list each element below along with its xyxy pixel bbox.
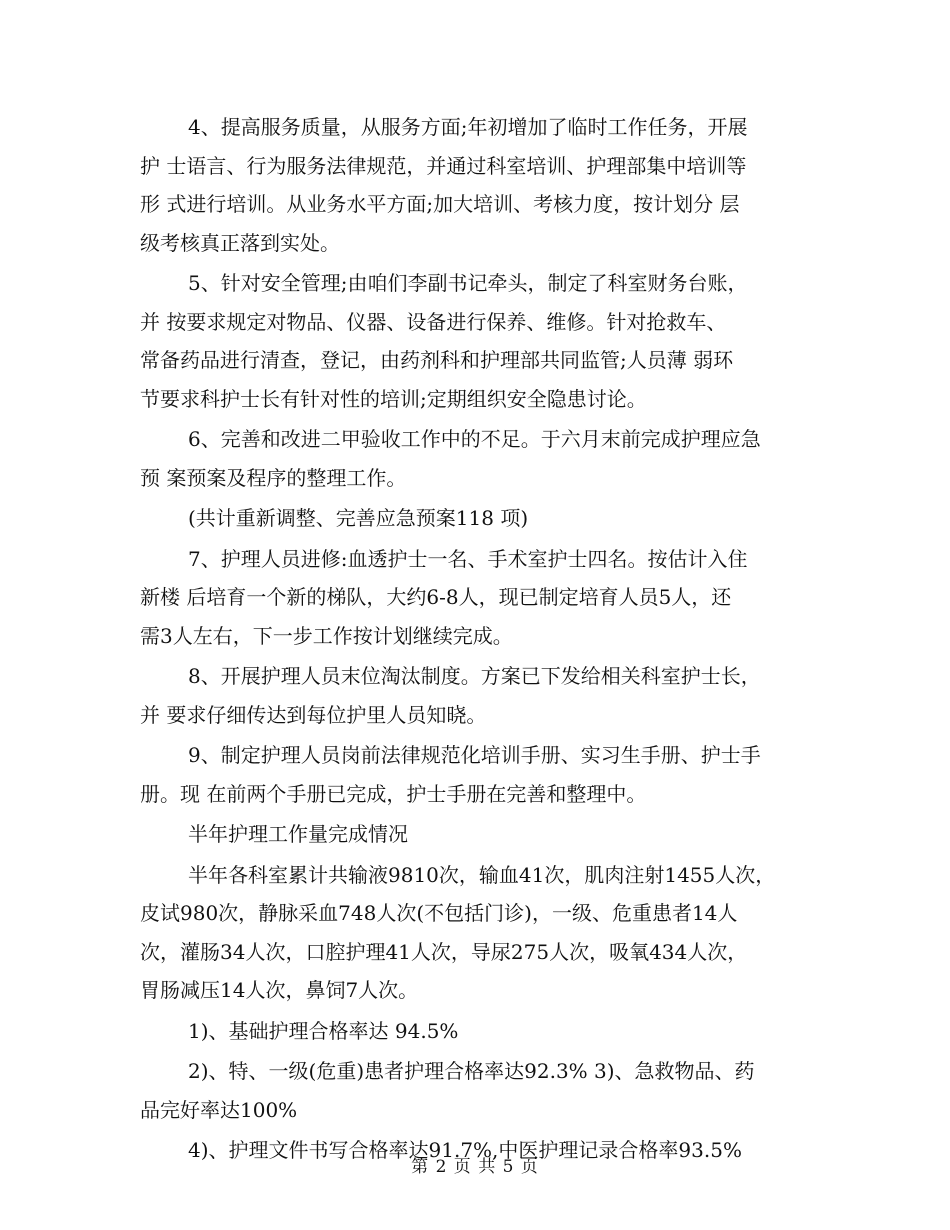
paragraph-line: 2)、特、一级(危重)患者护理合格率达92.3% 3)、急救物品、药 [188, 1059, 755, 1083]
paragraph-line: 6、完善和改进二甲验收工作中的不足。于六月末前完成护理应急 [188, 427, 761, 451]
paragraph-line: 级考核真正落到实处。 [140, 230, 340, 255]
paragraph-line: 品完好率达100% [140, 1097, 298, 1122]
paragraph-line: 5、针对安全管理;由咱们李副书记牵头，制定了科室财务台账， [188, 271, 748, 295]
paragraph-line: 皮试980次，静脉采血748人次(不包括门诊)，一级、危重患者14人 [140, 901, 738, 925]
paragraph-line: 册。现 在前两个手册已完成，护士手册在完善和整理中。 [140, 781, 647, 806]
paragraph-line: 半年各科室累计共输液9810次，输血41次，肌肉注射1455人次， [188, 862, 776, 887]
paragraph-line: 节要求科护士长有针对性的培训;定期组织安全隐患讨论。 [140, 386, 647, 411]
paragraph-line: 形 式进行培训。从业务水平方面;加大培训、考核力度，按计划分 层 [140, 192, 740, 216]
paragraph-line: 新楼 后培育一个新的梯队，大约6-8人，现已制定培育人员5人，还 [140, 585, 732, 609]
paragraph [140, 1052, 810, 1129]
paragraph [140, 815, 810, 854]
page-footer: 第 2 页 共 5 页 [411, 1157, 539, 1177]
paragraph [140, 264, 810, 418]
paragraph-line: 1)、基础护理合格率达 94.5% [188, 1018, 459, 1043]
paragraph-line: 并 按要求规定对物品、仪器、设备进行保养、维修。针对抢救车、 [140, 309, 727, 334]
document-body [140, 108, 810, 1170]
paragraph-line: 半年护理工作量完成情况 [188, 822, 408, 846]
paragraph [140, 657, 810, 734]
paragraph-line: 常备药品进行清查，登记，由药剂科和护理部共同监管;人员薄 弱环 [140, 348, 734, 372]
paragraph [140, 856, 810, 1010]
paragraph-line: 并 要求仔细传达到每位护里人员知晓。 [140, 702, 487, 727]
paragraph [140, 499, 810, 538]
paragraph-line: 护 士语言、行为服务法律规范，并通过科室培训、护理部集中培训等 [140, 153, 747, 178]
paragraph-line: 7、护理人员进修:血透护士一名、手术室护士四名。按估计入住 [188, 546, 748, 571]
paragraph-line: 次，灌肠34人次，口腔护理41人次，导尿275人次，吸氧434人次， [140, 939, 748, 964]
paragraph-line: 预 案预案及程序的整理工作。 [140, 465, 407, 490]
paragraph [140, 1012, 810, 1051]
paragraph-line: (共计重新调整、完善应急预案118 项) [188, 506, 529, 530]
paragraph [140, 420, 810, 497]
paragraph-line: 4、提高服务质量，从服务方面;年初增加了临时工作任务，开展 [188, 115, 748, 139]
paragraph-line: 4)、护理文件书写合格率达91.7%,中医护理记录合格率93.5% [188, 1138, 742, 1162]
paragraph [140, 736, 810, 813]
paragraph-line: 需3人左右，下一步工作按计划继续完成。 [140, 623, 513, 648]
paragraph-line: 8、开展护理人员末位淘汰制度。方案已下发给相关科室护士长， [188, 664, 761, 688]
paragraph-line: 胃肠减压14人次，鼻饲7人次。 [140, 978, 419, 1002]
paragraph [140, 108, 810, 262]
paragraph [140, 540, 810, 656]
paragraph-line: 9、制定护理人员岗前法律规范化培训手册、实习生手册、护士手 [188, 743, 761, 767]
